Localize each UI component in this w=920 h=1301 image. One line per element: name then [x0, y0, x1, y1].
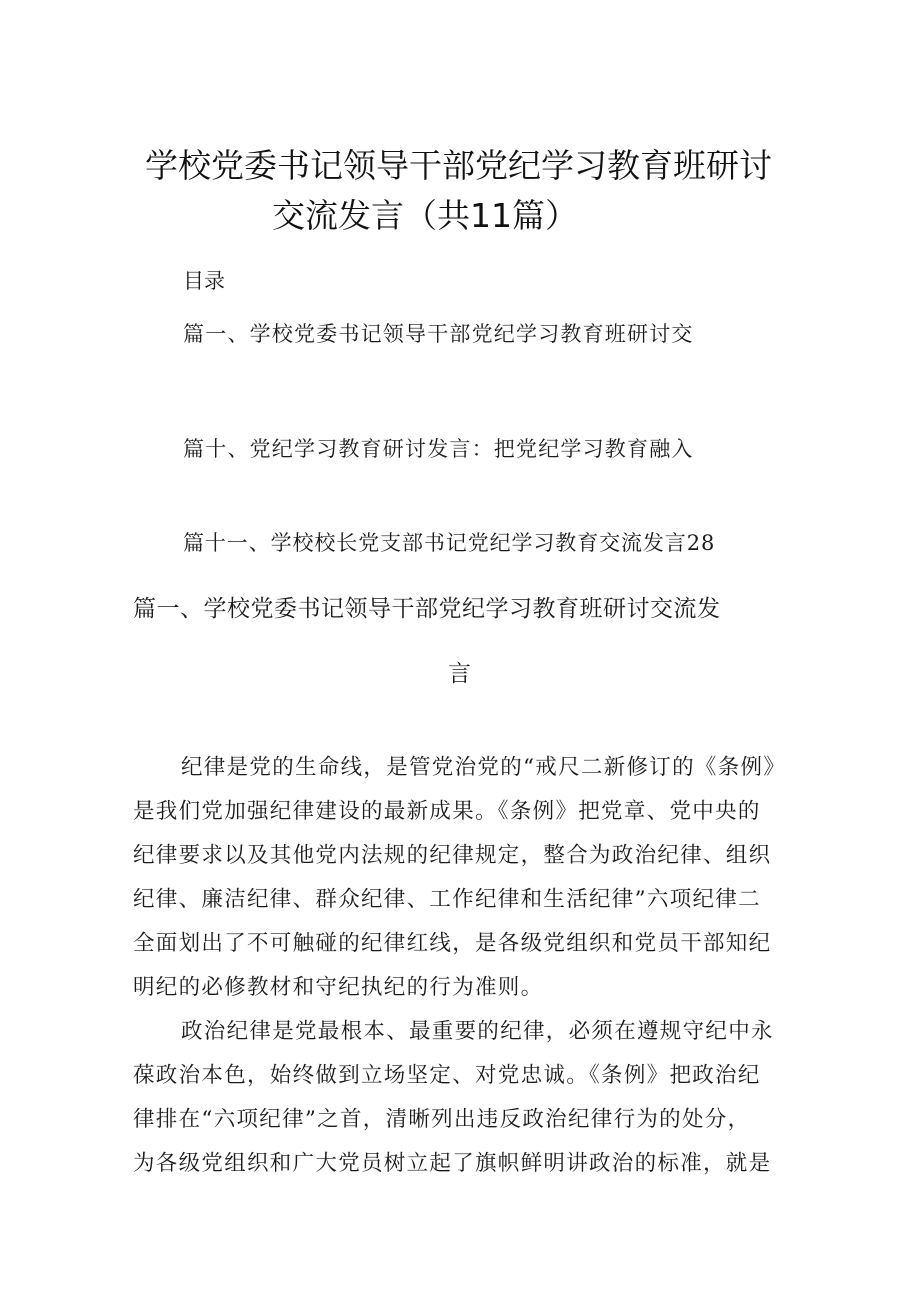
section-heading: 篇一、学校党委书记领导干部党纪学习教育班研讨交流发 — [133, 596, 721, 622]
body-text-line: 政治纪律是党最根本、最重要的纪律，必须在遵规守纪中永 — [181, 1019, 774, 1044]
body-text-line: 葆政治本色，始终做到立场坚定、对党忠诚。《条例》把政治纪 — [133, 1063, 761, 1088]
body-text-line: 律排在“六项纪律”之首，清晰列出违反政治纪律行为的处分， — [133, 1107, 751, 1132]
body-text-line: 为各级党组织和广大党员树立起了旗帜鲜明讲政治的标准，就是 — [133, 1151, 772, 1176]
document-title-line1: 学校党委书记领导干部党纪学习教育班研讨 — [145, 146, 772, 185]
body-text-line: 是我们党加强纪律建设的最新成果。《条例》把党章、党中央的 — [133, 799, 761, 824]
toc-item[interactable]: 篇十一、学校校长党支部书记党纪学习教育交流发言28 — [183, 531, 716, 555]
section-heading-continuation: 言 — [448, 661, 471, 687]
toc-item[interactable]: 篇十、党纪学习教育研讨发言：把党纪学习教育融入 — [183, 437, 694, 461]
body-text-line: 纪律是党的生命线，是管党治党的“戒尺二新修订的《条例》 — [181, 755, 787, 780]
body-text-line: 纪律要求以及其他党内法规的纪律规定，整合为政治纪律、组织 — [133, 843, 772, 868]
body-text-line: 全面划出了不可触碰的纪律红线，是各级党组织和党员干部知纪 — [133, 931, 772, 956]
body-text-line: 纪律、廉洁纪律、群众纪律、工作纪律和生活纪律”六项纪律二 — [133, 887, 761, 912]
toc-heading: 目录 — [183, 269, 225, 293]
body-text-line: 明纪的必修教材和守纪执纪的行为准则。 — [133, 975, 544, 1000]
document-title-line2: 交流发言（共11篇） — [272, 196, 578, 235]
toc-item[interactable]: 篇一、学校党委书记领导干部党纪学习教育班研讨交 — [183, 322, 694, 346]
